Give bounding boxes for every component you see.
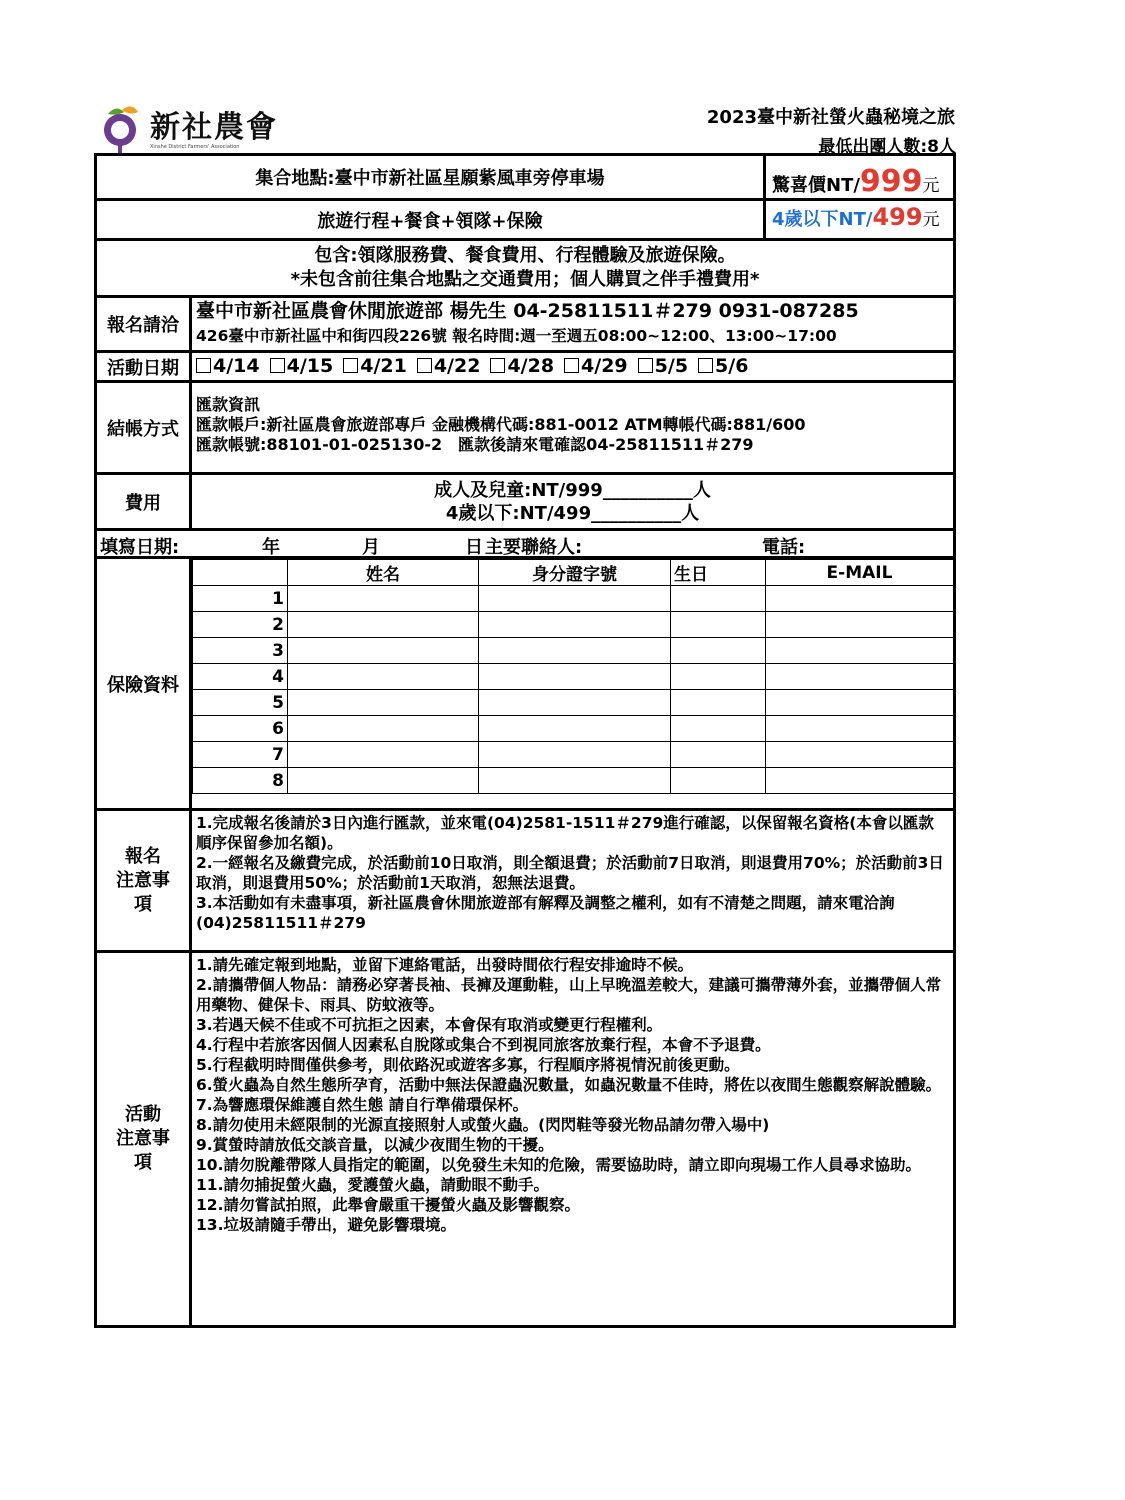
activity-note-1: 1.請先確定報到地點，並留下連絡電話，出發時間依行程安排逾時不候。 xyxy=(196,956,694,974)
insurance-label: 保險資料 xyxy=(97,559,192,808)
row-number: 6 xyxy=(193,716,288,742)
checkbox-icon[interactable] xyxy=(638,358,653,373)
date-option-label: 4/29 xyxy=(581,355,628,377)
id-cell[interactable] xyxy=(479,768,671,794)
includes-line-1: 包含:領隊服務費、餐食費用、行程體驗及旅遊保險。 xyxy=(314,245,736,266)
page-title: 2023臺中新社螢火蟲秘境之旅 xyxy=(706,107,955,128)
id-cell[interactable] xyxy=(479,664,671,690)
payment-info-title: 匯款資訊 xyxy=(196,395,261,414)
activity-note-3: 3.若遇天候不佳或不可抗拒之因素，本會保有取消或變更行程權利。 xyxy=(196,1016,663,1034)
price-unit: 元 xyxy=(922,176,940,196)
activity-note-9: 9.賞螢時請放低交談音量，以減少夜間生物的干擾。 xyxy=(196,1136,554,1154)
meeting-location: 集合地點:臺中市新社區星願紫風車旁停車場 xyxy=(97,156,766,198)
registration-form xyxy=(94,153,956,1328)
checkbox-icon[interactable] xyxy=(196,358,211,373)
location-row xyxy=(97,156,953,201)
fee-adult: 成人及兒童:NT/999__________人 xyxy=(434,480,711,501)
date-options xyxy=(192,353,953,380)
fill-month: 月 xyxy=(362,537,380,558)
email-cell[interactable] xyxy=(766,690,954,716)
date-option[interactable] xyxy=(638,355,688,377)
header-name: 姓名 xyxy=(288,560,479,586)
birthday-cell[interactable] xyxy=(671,638,766,664)
birthday-cell[interactable] xyxy=(671,742,766,768)
date-option-label: 5/6 xyxy=(715,355,749,377)
fee-row xyxy=(97,475,953,531)
price-label: 驚喜價NT/ xyxy=(772,175,860,196)
email-cell[interactable] xyxy=(766,742,954,768)
fee-child: 4歲以下:NT/499__________人 xyxy=(445,503,700,524)
name-cell[interactable] xyxy=(288,664,479,690)
activity-note-5: 5.行程截明時間僅供參考，則依路況或遊客多寡，行程順序將視情況前後更動。 xyxy=(196,1056,740,1074)
price-value: 999 xyxy=(859,164,923,199)
activity-note-10: 10.請勿脫離帶隊人員指定的範圍，以免發生未知的危險，需要協助時，請立即向現場工作人員尋求協助。 xyxy=(196,1156,921,1174)
name-cell[interactable] xyxy=(288,586,479,612)
id-cell[interactable] xyxy=(479,690,671,716)
min-people: 最低出團人數:8人 xyxy=(770,132,956,156)
header-birthday: 生日 xyxy=(671,560,766,586)
header-index xyxy=(193,560,288,586)
registration-notes-row xyxy=(97,811,953,953)
row-number: 8 xyxy=(193,768,288,794)
activity-note-4: 4.行程中若旅客因個人因素私自脫隊或集合不到視同旅客放棄行程，本會不予退費。 xyxy=(196,1036,771,1054)
date-option-label: 4/28 xyxy=(507,355,555,377)
table-row xyxy=(193,612,954,638)
birthday-cell[interactable] xyxy=(671,768,766,794)
table-row xyxy=(193,742,954,768)
table-row xyxy=(193,586,954,612)
row-number: 7 xyxy=(193,742,288,768)
email-cell[interactable] xyxy=(766,638,954,664)
itinerary-row xyxy=(97,201,953,241)
date-option[interactable] xyxy=(564,355,628,377)
fill-phone: 電話: xyxy=(762,537,806,558)
date-option-label: 4/21 xyxy=(360,355,407,377)
activity-note-11: 11.請勿捕捉螢火蟲，愛護螢火蟲，請動眼不動手。 xyxy=(196,1176,549,1194)
fill-day: 日 xyxy=(465,537,483,558)
birthday-cell[interactable] xyxy=(671,586,766,612)
registration-label: 報名請洽 xyxy=(97,298,192,350)
registration-row xyxy=(97,298,953,353)
payment-account-number: 匯款帳號:88101-01-025130-2 匯款後請來電確認04-25811511＃279 xyxy=(196,435,754,454)
checkbox-icon[interactable] xyxy=(490,358,505,373)
table-row xyxy=(193,716,954,742)
registration-note-3: 3.本活動如有未盡事項，新社區農會休閒旅遊部有解釋及調整之權利，如有不清楚之問題，請來電洽詢(04)25811511＃279 xyxy=(196,894,895,932)
table-row xyxy=(193,690,954,716)
activity-note-6: 6.螢火蟲為自然生態所孕育，活動中無法保證蟲況數量，如蟲況數量不佳時，將佐以夜間生態觀察解說體驗。 xyxy=(196,1076,942,1094)
name-cell[interactable] xyxy=(288,612,479,638)
fill-year: 年 xyxy=(262,537,280,558)
date-option[interactable] xyxy=(270,355,334,377)
name-cell[interactable] xyxy=(288,638,479,664)
activity-notes-label: 活動 注意事 項 xyxy=(97,953,192,1325)
insurance-header-row xyxy=(193,560,954,586)
includes-line-2: *未包含前往集合地點之交通費用；個人購買之伴手禮費用* xyxy=(290,269,760,290)
name-cell[interactable] xyxy=(288,768,479,794)
birthday-cell[interactable] xyxy=(671,716,766,742)
insurance-table xyxy=(192,559,954,794)
activity-note-7: 7.為響應環保維護自然生態 請自行準備環保杯。 xyxy=(196,1096,529,1114)
fill-date-row xyxy=(97,531,953,559)
includes-row xyxy=(97,241,953,298)
itinerary: 旅遊行程+餐食+領隊+保險 xyxy=(97,201,766,238)
date-option[interactable] xyxy=(490,355,554,377)
checkbox-icon[interactable] xyxy=(343,358,358,373)
email-cell[interactable] xyxy=(766,716,954,742)
table-row xyxy=(193,638,954,664)
name-cell[interactable] xyxy=(288,742,479,768)
name-cell[interactable] xyxy=(288,690,479,716)
checkbox-icon[interactable] xyxy=(270,358,285,373)
registration-note-1: 1.完成報名後請於3日內進行匯款，並來電(04)2581-1511＃279進行確認，以保留報名資格(本會以匯款順序保留參加名額)。 xyxy=(196,814,934,852)
date-option[interactable] xyxy=(698,355,748,377)
registration-note-2: 2.一經報名及繳費完成，於活動前10日取消，則全額退費；於活動前7日取消，則退費用70%；於活動前3日取消，則退費用50%；於活動前1天取消，恕無法退費。 xyxy=(196,854,944,892)
birthday-cell[interactable] xyxy=(671,664,766,690)
activity-notes-row xyxy=(97,953,953,1325)
fill-date-label: 填寫日期: xyxy=(100,537,180,558)
registration-contact: 臺中市新社區農會休閒旅遊部 楊先生 04-25811511＃279 0931-087285 xyxy=(196,300,859,322)
row-number: 3 xyxy=(193,638,288,664)
email-cell[interactable] xyxy=(766,612,954,638)
registration-notes xyxy=(192,811,953,950)
row-number: 1 xyxy=(193,586,288,612)
activity-note-8: 8.請勿使用未經限制的光源直接照射人或螢火蟲。(閃閃鞋等發光物品請勿帶入場中) xyxy=(196,1116,770,1134)
logo-subtitle: Xinshe District Farmers' Association xyxy=(150,144,240,150)
header-id: 身分證字號 xyxy=(479,560,671,586)
birthday-cell[interactable] xyxy=(671,612,766,638)
id-cell[interactable] xyxy=(479,586,671,612)
id-cell[interactable] xyxy=(479,612,671,638)
date-option[interactable] xyxy=(343,355,407,377)
activity-note-13: 13.垃圾請隨手帶出，避免影響環境。 xyxy=(196,1216,456,1234)
checkbox-icon[interactable] xyxy=(564,358,579,373)
date-option-label: 4/15 xyxy=(286,355,334,377)
registration-notes-label: 報名 注意事 項 xyxy=(97,811,192,950)
row-number: 5 xyxy=(193,690,288,716)
date-option[interactable] xyxy=(417,355,481,377)
payment-label: 結帳方式 xyxy=(97,383,192,472)
name-cell[interactable] xyxy=(288,716,479,742)
header-email: E-MAIL xyxy=(766,560,954,586)
price-cell xyxy=(766,156,953,201)
id-cell[interactable] xyxy=(479,742,671,768)
child-price-cell xyxy=(766,201,953,238)
row-number: 4 xyxy=(193,664,288,690)
activity-note-12: 12.請勿嘗試拍照，此舉會嚴重干擾螢火蟲及影響觀察。 xyxy=(196,1196,580,1214)
farmers-association-logo xyxy=(98,100,298,158)
activity-note-2: 2.請攜帶個人物品：請務必穿著長袖、長褲及運動鞋，山上早晚溫差較大，建議可攜帶薄外套，並攜帶個人常用藥物、健保卡、雨具、防蚊液等。 xyxy=(196,976,942,1014)
email-cell[interactable] xyxy=(766,664,954,690)
email-cell[interactable] xyxy=(766,768,954,794)
table-row xyxy=(193,664,954,690)
fee-label: 費用 xyxy=(97,475,192,528)
id-cell[interactable] xyxy=(479,716,671,742)
payment-account: 匯款帳戶:新社區農會旅遊部專戶 金融機構代碼:881-0012 ATM轉帳代碼:881/600 xyxy=(196,415,806,434)
row-number: 2 xyxy=(193,612,288,638)
date-option[interactable] xyxy=(196,355,260,377)
checkbox-icon[interactable] xyxy=(698,358,713,373)
birthday-cell[interactable] xyxy=(671,690,766,716)
table-row xyxy=(193,768,954,794)
logo-text: 新社農會 xyxy=(150,110,278,145)
date-option-label: 4/14 xyxy=(213,355,260,377)
email-cell[interactable] xyxy=(766,586,954,612)
child-price-label: 4歲以下NT/ xyxy=(772,209,873,230)
child-price-unit: 元 xyxy=(922,210,940,230)
date-option-label: 4/22 xyxy=(433,355,481,377)
fill-contact: 主要聯絡人: xyxy=(485,537,583,558)
checkbox-icon[interactable] xyxy=(417,358,432,373)
payment-row xyxy=(97,383,953,475)
child-price-value: 499 xyxy=(872,203,923,231)
dates-label: 活動日期 xyxy=(97,353,192,380)
id-cell[interactable] xyxy=(479,638,671,664)
date-option-label: 5/5 xyxy=(654,355,689,377)
dates-row xyxy=(97,353,953,383)
logo-emblem-icon xyxy=(98,100,146,158)
registration-address: 426臺中市新社區中和街四段226號 報名時間:週一至週五08:00~12:00、13:00~17:00 xyxy=(196,327,837,345)
insurance-row xyxy=(97,559,953,811)
activity-notes xyxy=(192,953,953,1325)
